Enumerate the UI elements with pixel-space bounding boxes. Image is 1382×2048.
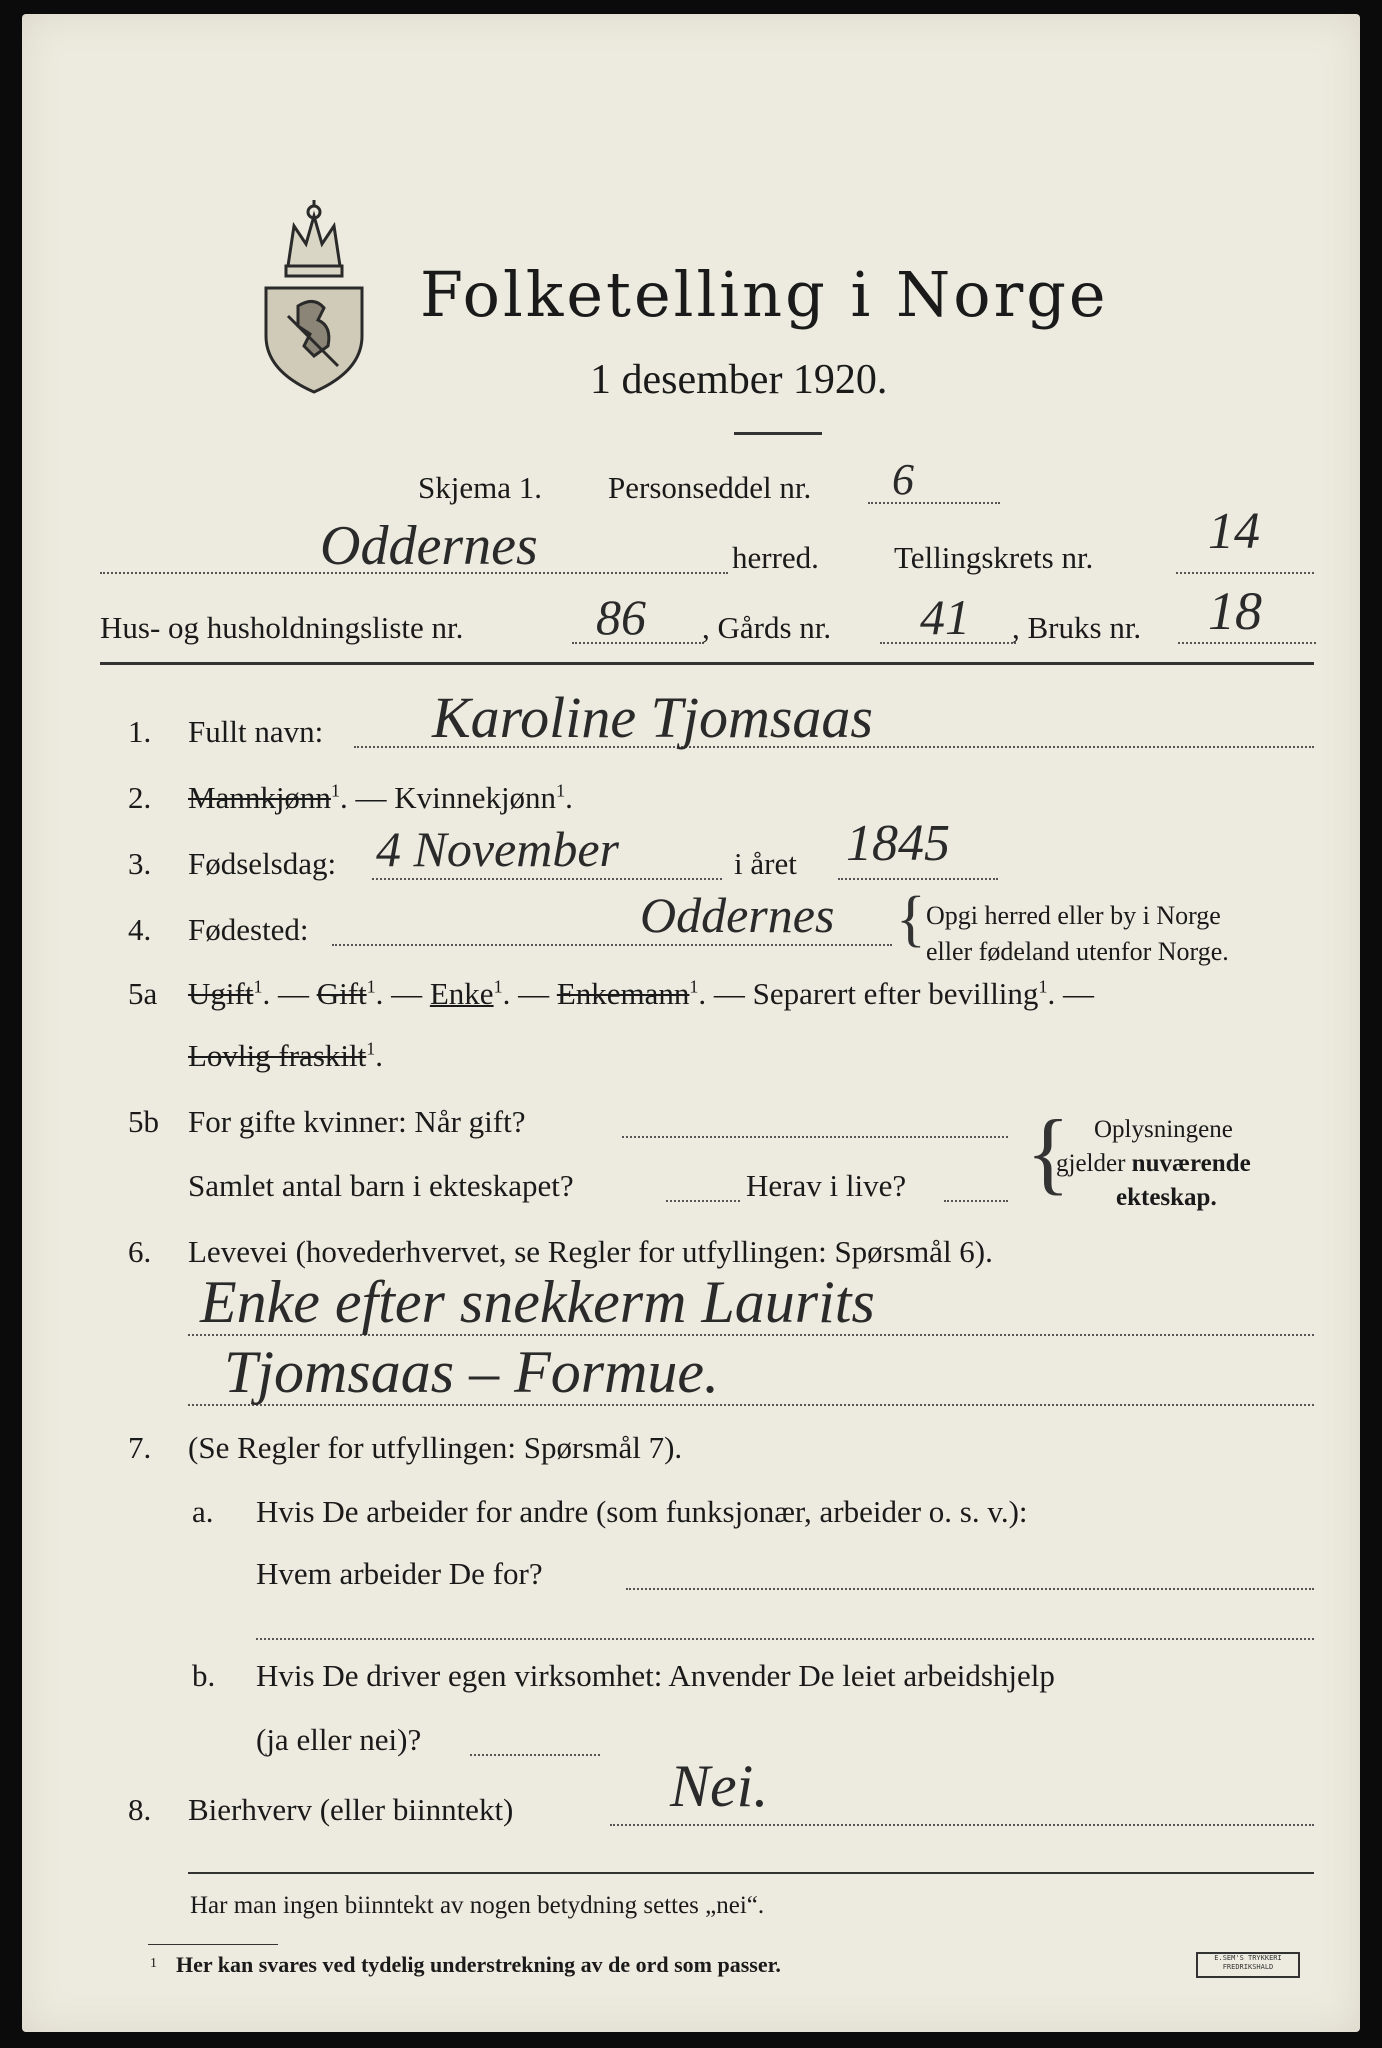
hus-label: Hus- og husholdningsliste nr. (100, 610, 464, 645)
census-date: 1 desember 1920. (590, 357, 888, 403)
footnote-mark: 1 (150, 1956, 157, 1971)
full-name-value: Karoline Tjomsaas (432, 685, 873, 750)
q1-number: 1. (128, 714, 152, 749)
q5b-brace: { (1026, 1101, 1071, 1203)
q5b-married-line (622, 1136, 1008, 1138)
q8-line (610, 1824, 1314, 1826)
q5b-note-1: Oplysningene (1094, 1116, 1233, 1143)
enkemann-option: Enkemann (556, 976, 690, 1011)
q7b-line (470, 1754, 600, 1756)
q6-label: Levevei (hovederhvervet, se Regler for utfyllingen: Spørsmål 6). (188, 1234, 993, 1269)
q5b-alive-line (944, 1200, 1008, 1202)
q4-brace: { (896, 885, 926, 953)
header-divider (100, 662, 1314, 665)
q7b-letter: b. (192, 1658, 216, 1693)
q2-separator: . — (339, 780, 395, 815)
q3-label: Fødselsdag: (188, 846, 337, 881)
q4-line (332, 944, 892, 946)
gards-label: , Gårds nr. (702, 610, 832, 645)
q4-note-1: Opgi herred eller by i Norge (926, 901, 1221, 930)
q4-note-2: eller fødeland utenfor Norge. (926, 937, 1229, 966)
stamp-line-2: FREDRIKSHALD (1222, 1963, 1274, 1971)
q2-line (188, 780, 573, 816)
q7b-line1: Hvis De driver egen virksomhet: Anvender De leiet arbeidshjelp (256, 1658, 1055, 1693)
occupation-value-line2: Tjomsaas – Formue. (224, 1339, 720, 1405)
q4-label: Fødested: (188, 912, 309, 947)
q8-label: Bierhverv (eller biinntekt) (188, 1792, 514, 1827)
q7a-line2: Hvem arbeider De for? (256, 1556, 543, 1591)
q6-number: 6. (128, 1234, 152, 1269)
norwegian-coat-of-arms-icon (258, 196, 370, 396)
hus-value: 86 (596, 589, 646, 645)
q5b-note-2a: gjelder (1056, 1150, 1132, 1177)
q3-year-line (838, 878, 998, 880)
separert-sup: 1 (1038, 976, 1048, 997)
occupation-value-line1: Enke efter snekkerm Laurits (200, 1269, 875, 1335)
side-income-value: Nei. (670, 1753, 769, 1819)
ugift-sup: 1 (253, 976, 263, 997)
footer-note: Har man ingen biinntekt av nogen betydning settes „nei“. (190, 1892, 765, 1919)
footer-divider (188, 1872, 1314, 1874)
enkemann-sup: 1 (689, 976, 699, 997)
dash-3: — (510, 976, 557, 1011)
q3-number: 3. (128, 846, 152, 881)
enke-sup: 1 (493, 976, 503, 997)
q5a-line2: Lovlig fraskilt$^1$. (188, 1038, 383, 1073)
q4-number: 4. (128, 912, 152, 947)
q5b-children-line (666, 1200, 740, 1202)
footnote-divider (148, 1944, 278, 1945)
skjema-label: Skjema 1. (418, 470, 542, 505)
q1-label: Fullt navn: (188, 714, 324, 749)
q7a-line (626, 1588, 1314, 1590)
footnote-text: Her kan svares ved tydelig understrekning av de ord som passer. (176, 1952, 781, 1977)
q5b-note-3-text: ekteskap. (1116, 1184, 1217, 1211)
birth-year-value: 1845 (846, 815, 950, 872)
gift-option: Gift (316, 976, 367, 1011)
q2-number: 2. (128, 780, 152, 815)
q3-year-label: i året (734, 846, 797, 881)
ugift-option: Ugift (188, 976, 254, 1011)
q5b-note-2b: nuværende (1131, 1150, 1251, 1177)
bruks-label: , Bruks nr. (1012, 610, 1142, 645)
q7b-line2: (ja eller nei)? (256, 1722, 422, 1757)
male-option: Mannkjønn (188, 780, 331, 815)
bruks-value: 18 (1208, 581, 1262, 641)
dash-4: — (706, 976, 753, 1011)
dash-2: — (383, 976, 430, 1011)
birth-day-value: 4 November (376, 821, 619, 877)
personseddel-label: Personseddel nr. (608, 470, 812, 505)
personseddel-value: 6 (892, 455, 914, 504)
q5a-number: 5a (128, 976, 158, 1011)
gards-value: 41 (920, 589, 970, 645)
fraskilt-sup: 1 (366, 1038, 376, 1059)
female-sup: 1 (556, 780, 566, 801)
gift-sup: 1 (366, 976, 376, 997)
fraskilt-option: Lovlig fraskilt (188, 1038, 367, 1073)
q7a-letter: a. (192, 1494, 214, 1529)
q5b-number: 5b (128, 1104, 159, 1139)
q3-day-line (372, 878, 722, 880)
tellingskrets-label: Tellingskrets nr. (894, 540, 1094, 575)
herred-value: Oddernes (320, 515, 538, 577)
q7a-extra-line (256, 1638, 1314, 1640)
female-option: Kvinnekjønn (394, 780, 557, 815)
dash-1: — (270, 976, 317, 1011)
tellingskrets-value: 14 (1208, 503, 1260, 560)
stamp-line-1: E.SEM'S TRYKKERI (1214, 1954, 1282, 1962)
q5b-children-label: Samlet antal barn i ekteskapet? (188, 1168, 574, 1203)
q5b-alive-label: Herav i live? (746, 1168, 907, 1203)
q5b-note-2 (1056, 1146, 1251, 1182)
q5b-married-label: For gifte kvinner: Når gift? (188, 1104, 526, 1139)
q8-number: 8. (128, 1792, 152, 1827)
bruks-line (1178, 642, 1316, 644)
separert-option: Separert efter bevilling (752, 976, 1039, 1011)
q5b-note-3 (1116, 1180, 1217, 1216)
personseddel-line (868, 502, 1000, 504)
q2-end: . (565, 780, 573, 815)
male-sup: 1 (330, 780, 340, 801)
q7-number: 7. (128, 1430, 152, 1465)
tellingskrets-line (1176, 572, 1314, 574)
form-title: Folketelling i Norge (420, 258, 1109, 331)
title-divider (734, 432, 822, 435)
printer-stamp (1196, 1952, 1300, 1978)
q5a-line1: Ugift$^1$. — Gift$^1$. — Enke$^1$. — Enkemann$^1$. — Separert efter bevilling$^1$. — (188, 976, 1094, 1011)
q7-label: (Se Regler for utfyllingen: Spørsmål 7). (188, 1430, 683, 1465)
enke-option: Enke (429, 976, 494, 1011)
herred-label: herred. (732, 540, 819, 575)
q7a-line1: Hvis De arbeider for andre (som funksjonær, arbeider o. s. v.): (256, 1494, 1028, 1529)
birthplace-value: Oddernes (640, 887, 835, 943)
